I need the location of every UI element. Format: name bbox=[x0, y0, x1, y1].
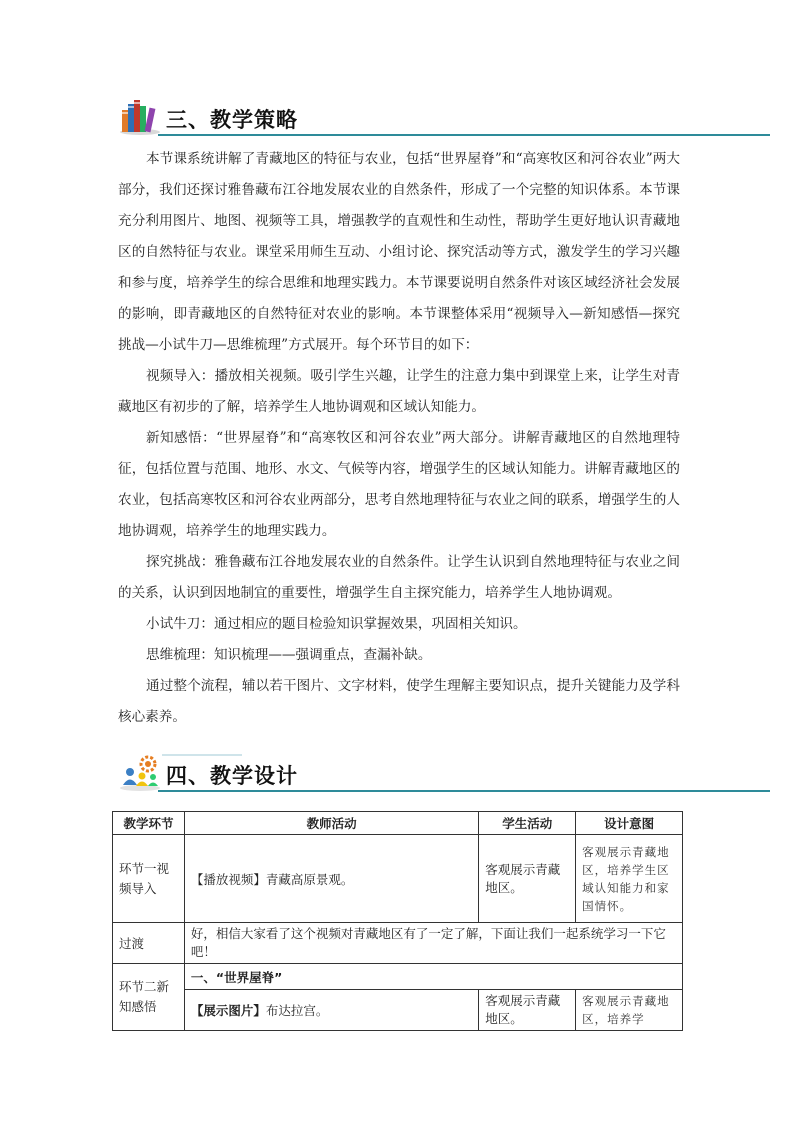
cell-teacher bbox=[184, 990, 478, 1031]
decorative-line bbox=[162, 754, 242, 756]
table-row bbox=[113, 964, 683, 990]
paragraph: 视频导入：播放相关视频。吸引学生兴趣，让学生的注意力集中到课堂上来，让学生对青藏地区有初步的了解，培养学生人地协调观和区域认知能力。 bbox=[118, 368, 680, 415]
table-row bbox=[113, 835, 683, 923]
section-title: 四、教学设计 bbox=[166, 764, 298, 788]
teacher-text: 布达拉宫。 bbox=[265, 1003, 329, 1018]
cell-stage: 过渡 bbox=[113, 923, 185, 964]
paragraph: 通过整个流程，辅以若干图片、文字材料，使学生理解主要知识点，提升关键能力及学科核心素养。 bbox=[118, 678, 680, 725]
cell-student: 客观展示青藏地区。 bbox=[479, 990, 576, 1031]
cell-teacher: 好，相信大家看了这个视频对青藏地区有了一定了解，下面让我们一起系统学习一下它吧！ bbox=[184, 923, 682, 964]
cell-intent: 客观展示青藏地区，培养学 bbox=[576, 990, 683, 1031]
cell-teacher: 【播放视频】青藏高原景观。 bbox=[184, 835, 478, 923]
cell-intent: 客观展示青藏地区，培养学生区域认知能力和家国情怀。 bbox=[576, 835, 683, 923]
header-intent: 设计意图 bbox=[576, 812, 683, 835]
teaching-design-table bbox=[112, 811, 683, 1031]
books-icon bbox=[118, 96, 162, 136]
table-row bbox=[113, 990, 683, 1031]
people-gear-icon bbox=[118, 752, 162, 792]
paragraph: 本节课系统讲解了青藏地区的特征与农业，包括“世界屋脊”和“高寒牧区和河谷农业”两大部分，我们还探讨雅鲁藏布江谷地发展农业的自然条件，形成了一个完整的知识体系。本节课充分利用图片、地图、视频等工具，增强教学的直观性和生动性，帮助学生更好地认识青藏地区的自然特征与农业。课堂采用师生互动、小组讨论、探究活动等方式，激发学生的学习兴趣和参与度，培养学生的综合思维和地理实践力。本节课要说明自然条件对该区域经济社会发展的影响，即青藏地区的自然特征对农业的影响。本节课整体采用“视频导入—新知感悟—探究挑战—小试牛刀—思维梳理”方式展开。每个环节目的如下： bbox=[118, 151, 680, 353]
paragraph: 探究挑战：雅鲁藏布江谷地发展农业的自然条件。让学生认识到自然地理特征与农业之间的关系，认识到因地制宜的重要性，增强学生自主探究能力，培养学生人地协调观。 bbox=[118, 554, 680, 601]
strategy-body bbox=[118, 144, 680, 733]
header-student: 学生活动 bbox=[479, 812, 576, 835]
cell-student: 客观展示青藏地区。 bbox=[479, 835, 576, 923]
cell-stage: 环节一视频导入 bbox=[113, 835, 185, 923]
section-divider bbox=[158, 134, 770, 136]
paragraph: 思维梳理：知识梳理——强调重点，查漏补缺。 bbox=[146, 647, 432, 663]
cell-stage: 环节二新知感悟 bbox=[113, 964, 185, 1031]
section-title: 三、教学策略 bbox=[166, 108, 298, 132]
paragraph: 小试牛刀：通过相应的题目检验知识掌握效果，巩固相关知识。 bbox=[146, 616, 527, 632]
paragraph: 新知感悟：“世界屋脊”和“高寒牧区和河谷农业”两大部分。讲解青藏地区的自然地理特征，包括位置与范围、地形、水文、气候等内容，增强学生的区域认知能力。讲解青藏地区的农业，包括高寒牧区和河谷农业两部分，思考自然地理特征与农业之间的联系，增强学生的人地协调观，培养学生的地理实践力。 bbox=[118, 430, 680, 539]
section-heading-strategy bbox=[118, 96, 770, 136]
section-heading-design bbox=[118, 752, 770, 792]
header-stage: 教学环节 bbox=[113, 812, 185, 835]
section-divider bbox=[158, 790, 770, 792]
header-teacher: 教师活动 bbox=[184, 812, 478, 835]
table-header-row bbox=[113, 812, 683, 835]
cell-subtitle: 一、“世界屋脊” bbox=[184, 964, 682, 990]
teacher-label: 【展示图片】 bbox=[190, 1003, 266, 1018]
table-row bbox=[113, 923, 683, 964]
